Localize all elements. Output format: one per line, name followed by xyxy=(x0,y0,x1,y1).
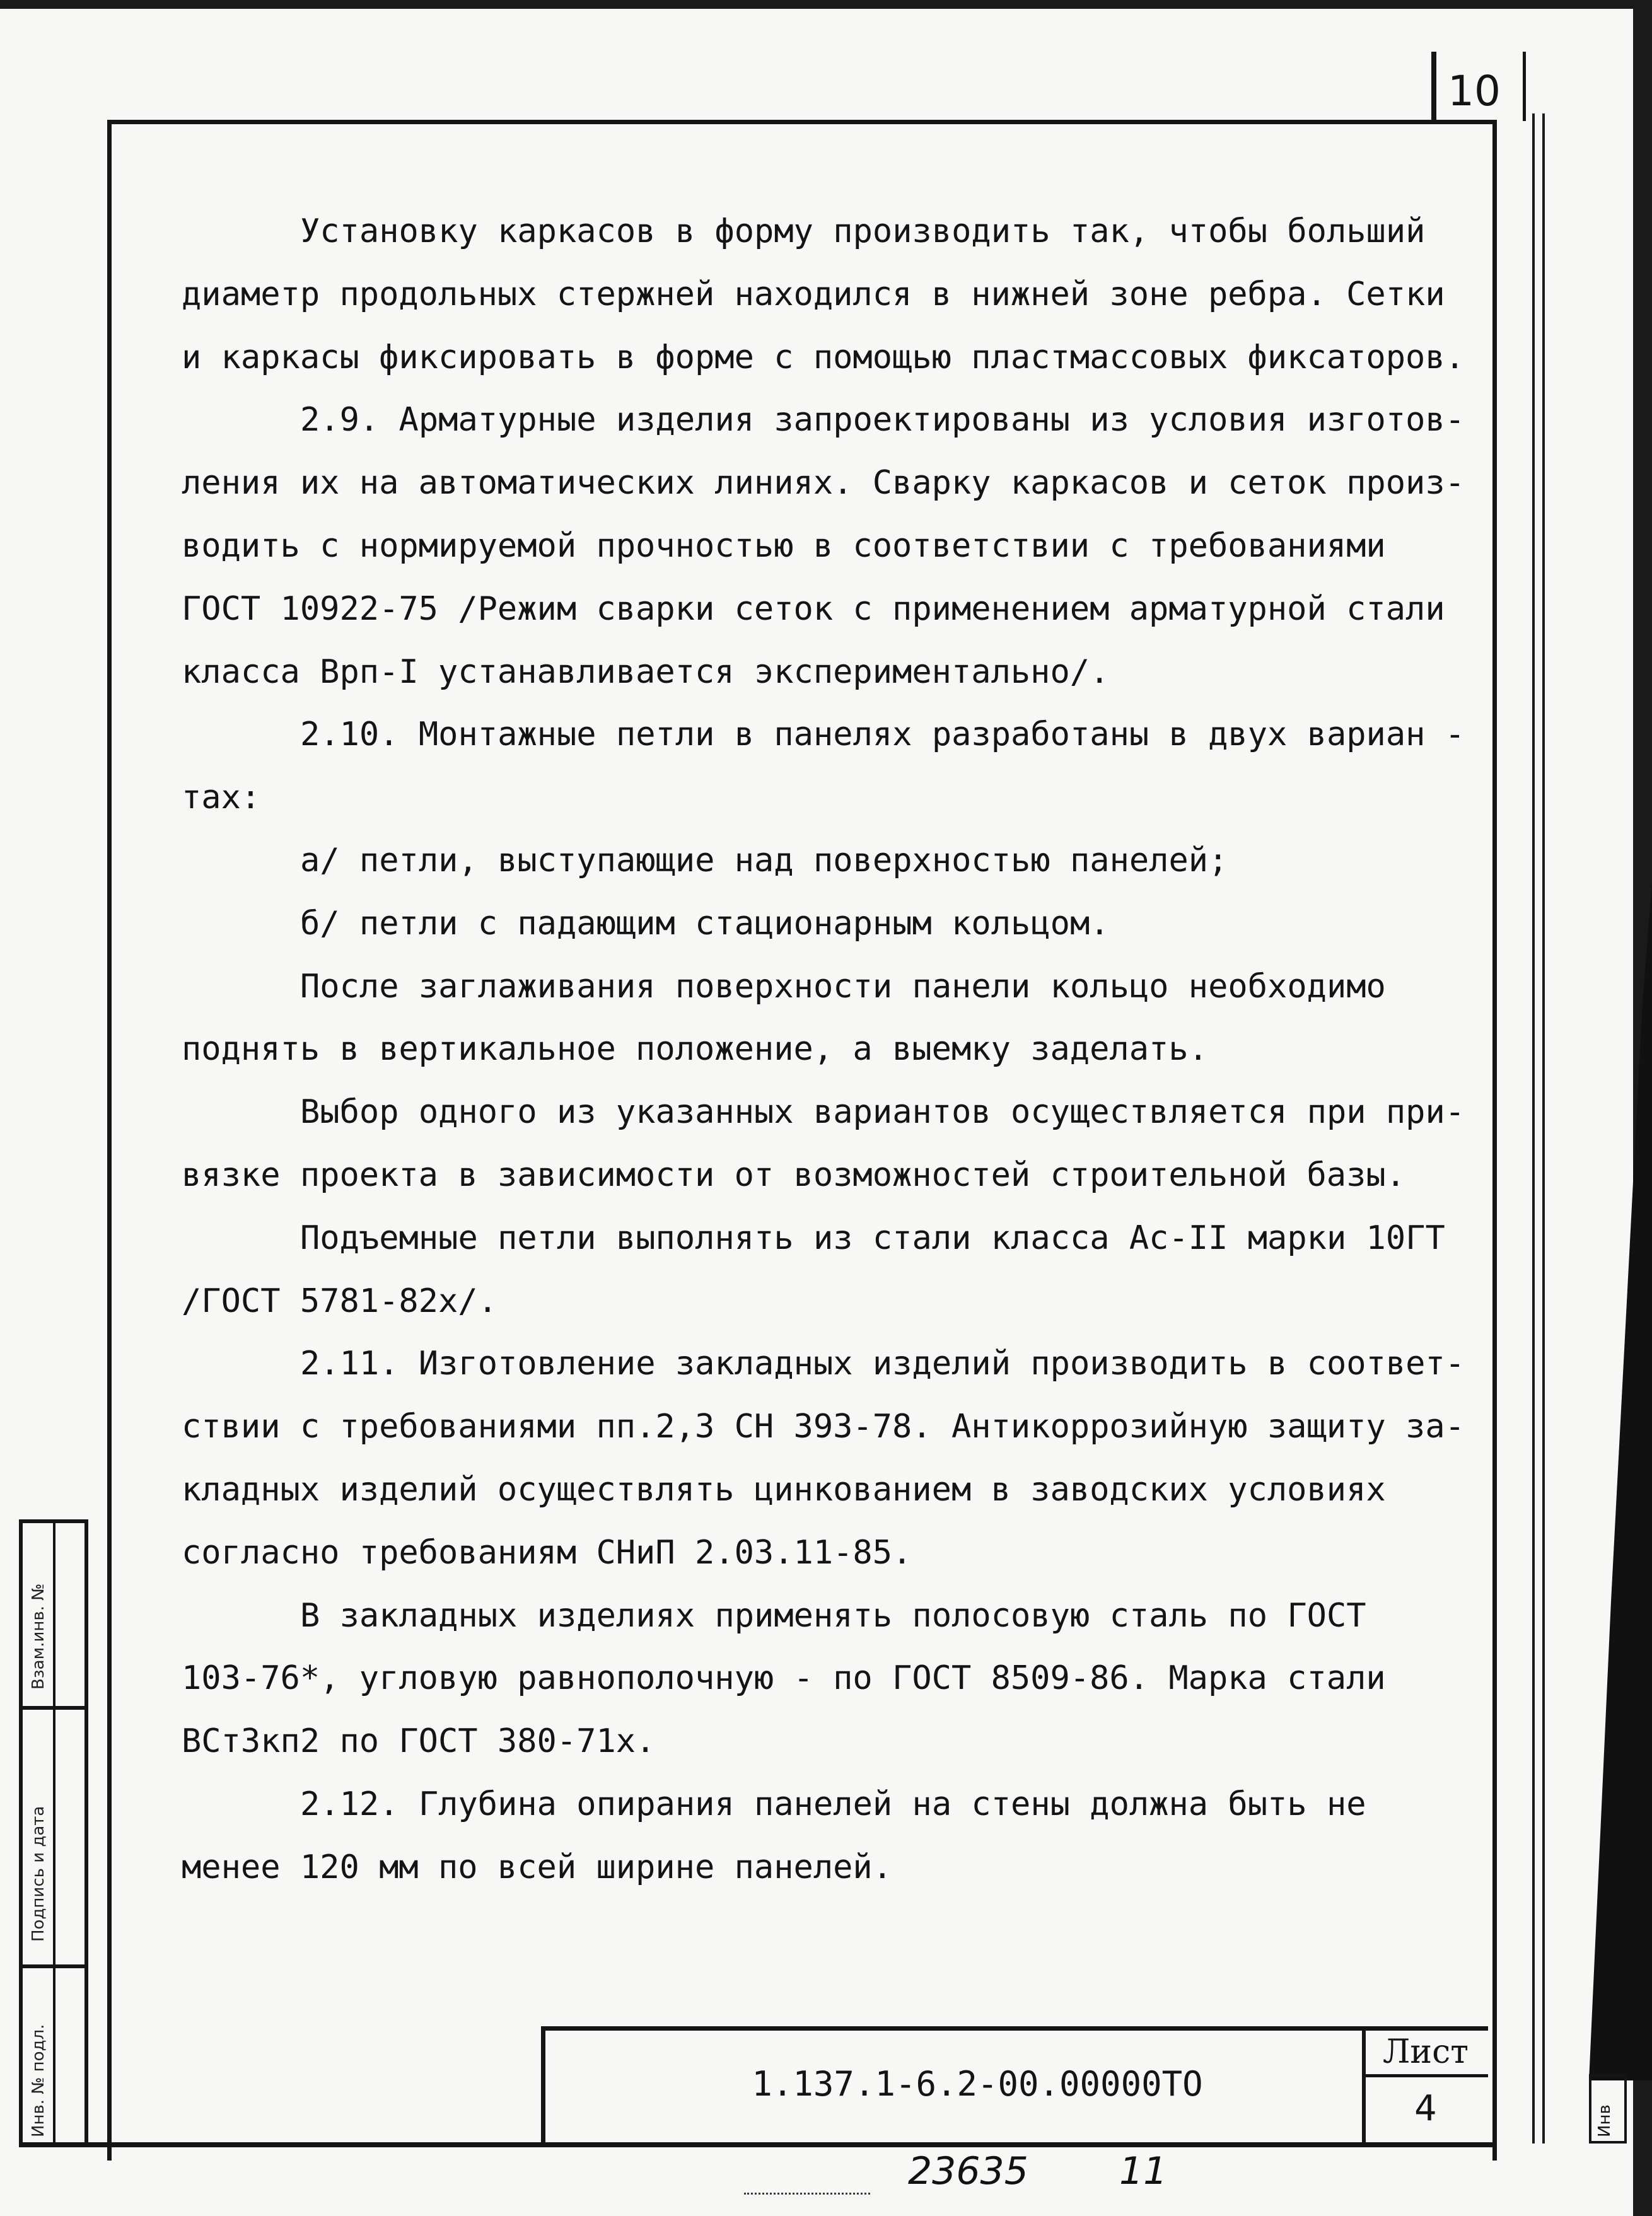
text-line: б/ петли с падающим стационарным кольцом. xyxy=(300,904,1110,943)
scan-shadow xyxy=(1589,883,1652,2080)
text-line: менее 120 мм по всей ширине панелей. xyxy=(182,1848,893,1886)
text-line: В закладных изделиях применять полосовую сталь по ГОСТ xyxy=(300,1596,1366,1635)
drawing-frame-bottom xyxy=(19,2142,1494,2147)
text-line: Подъемные петли выполнять из стали класса Ас-II марки 10ГТ xyxy=(300,1219,1445,1257)
text-line: Выбор одного из указанных вариантов осуществляется при при- xyxy=(300,1093,1465,1132)
margin-stamp-inner-line xyxy=(53,1523,55,2142)
handwritten-archive-number: 23635 xyxy=(908,2149,1028,2193)
text-line: диаметр продольных стержней находился в нижней зоне ребра. Сетки xyxy=(182,275,1445,313)
text-line: /ГОСТ 5781-82х/. xyxy=(182,1282,497,1320)
text-line: После заглаживания поверхности панели кольцо необходимо xyxy=(300,967,1386,1006)
margin-stamp-separator xyxy=(23,1964,84,1968)
text-line: ВСт3кп2 по ГОСТ 380-71х. xyxy=(182,1722,656,1761)
margin-label-replacement-inventory: Взам.инв. № xyxy=(29,1583,48,1690)
document-code: 1.137.1-6.2-00.00000ТО xyxy=(752,2064,1203,2104)
right-border-strip xyxy=(1532,113,1545,2143)
margin-label-signature-date: Подпись и дата xyxy=(29,1806,48,1942)
sheet-label: Лист xyxy=(1383,2033,1469,2071)
page-number: 10 xyxy=(1448,67,1501,115)
text-line: класса Врп-I устанавливается экспериментально/. xyxy=(182,653,1110,691)
text-line: согласно требованиям СНиП 2.03.11-85. xyxy=(182,1533,912,1572)
text-line: 2.10. Монтажные петли в панелях разработаны в двух вариан - xyxy=(300,716,1465,754)
text-line: вязке проекта в зависимости от возможностей строительной базы. xyxy=(182,1156,1406,1194)
margin-stamp-separator xyxy=(23,1706,84,1710)
text-line: водить с нормируемой прочностью в соответствии с требованиями xyxy=(182,526,1386,565)
sheet-number: 4 xyxy=(1414,2088,1437,2129)
bottom-dotted-mark xyxy=(744,2193,870,2195)
text-line: кладных изделий осуществлять цинкованием в заводских условиях xyxy=(182,1470,1386,1509)
text-line: тах: xyxy=(182,779,261,817)
text-line: 2.12. Глубина опирания панелей на стены должна быть не xyxy=(300,1785,1366,1823)
text-line: 103-76*, угловую равнополочную - по ГОСТ 8509-86. Марка стали xyxy=(182,1659,1386,1698)
body-text xyxy=(182,200,1474,1900)
right-inventory-label: Инв xyxy=(1595,2104,1614,2137)
text-line: ГОСТ 10922-75 /Режим сварки сеток с применением арматурной стали xyxy=(182,589,1445,628)
text-line: поднять в вертикальное положение, а выемку заделать. xyxy=(182,1030,1208,1069)
text-line: Установку каркасов в форму производить так, чтобы больший xyxy=(300,212,1426,250)
margin-label-original-inventory: Инв. № подл. xyxy=(29,2024,48,2137)
text-line: и каркасы фиксировать в форме с помощью пластмассовых фиксаторов. xyxy=(182,338,1465,376)
title-block-sheet-separator xyxy=(1362,2074,1488,2077)
text-line: 2.9. Арматурные изделия запроектированы из условия изготов- xyxy=(300,401,1465,439)
text-line: ления их на автоматических линиях. Сварку каркасов и сеток произ- xyxy=(182,464,1465,502)
text-line: а/ петли, выступающие над поверхностью панелей; xyxy=(300,841,1228,879)
text-line: ствии с требованиями пп.2,3 СН 393-78. Антикоррозийную защиту за- xyxy=(182,1408,1465,1446)
handwritten-sheet-number: 11 xyxy=(1119,2149,1168,2193)
text-line: 2.11. Изготовление закладных изделий производить в соответ- xyxy=(300,1345,1465,1383)
scan-edge-top xyxy=(0,0,1652,9)
